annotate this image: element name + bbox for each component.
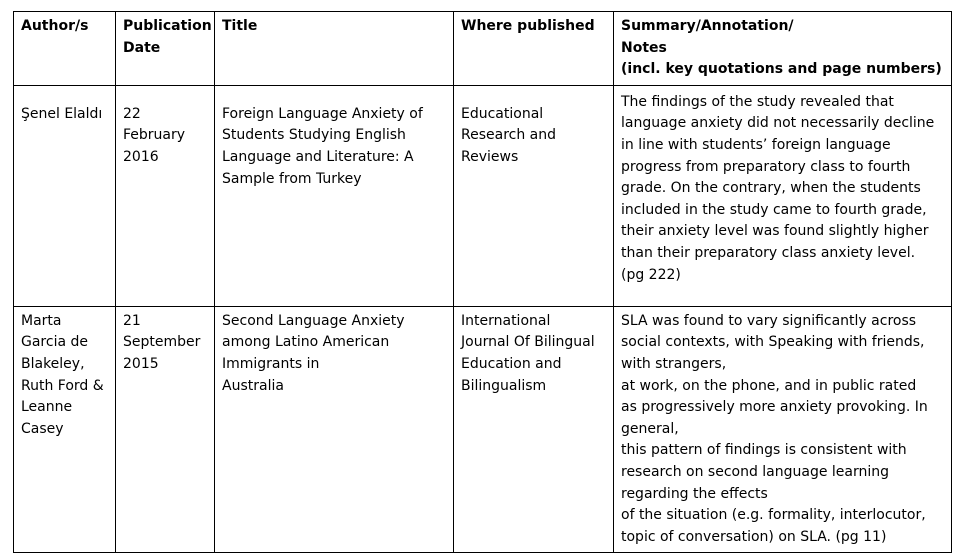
cell-author: Şenel Elaldı: [14, 85, 116, 306]
cell-summary: The findings of the study revealed that language anxiety did not necessarily decline in line with students’ foreign language progress from preparatory class to fourth grade. On the contrary, when the students included in the study came to fourth grade, their anxiety level was found slightly higher than their preparatory class anxiety level. (pg 222): [614, 85, 952, 306]
table-row: [14, 85, 952, 306]
cell-author: Marta Garcia de Blakeley, Ruth Ford & Leanne Casey: [14, 306, 116, 553]
cell-where: Educational Research and Reviews: [454, 85, 614, 306]
header-date: Publication Date: [116, 12, 215, 86]
header-title: Title: [215, 12, 454, 86]
header-row: [14, 12, 952, 86]
cell-date: 21 September 2015: [116, 306, 215, 553]
table-row: [14, 306, 952, 553]
cell-date: 22 February 2016: [116, 85, 215, 306]
cell-title: Second Language Anxiety among Latino American Immigrants in Australia: [215, 306, 454, 553]
header-author: Author/s: [14, 12, 116, 86]
cell-where: International Journal Of Bilingual Education and Bilingualism: [454, 306, 614, 553]
header-summary: Summary/Annotation/ Notes (incl. key quotations and page numbers): [614, 12, 952, 86]
cell-summary: SLA was found to vary significantly across social contexts, with Speaking with friends, with strangers, at work, on the phone, and in public rated as progressively more anxiety provoking. In general, this pattern of findings is consistent with research on second language learning regarding the effects of the situation (e.g. formality, interlocutor, topic of conversation) on SLA. (pg 11): [614, 306, 952, 553]
header-where: Where published: [454, 12, 614, 86]
cell-title: Foreign Language Anxiety of Students Studying English Language and Literature: A Sample from Turkey: [215, 85, 454, 306]
literature-table: [13, 11, 952, 553]
